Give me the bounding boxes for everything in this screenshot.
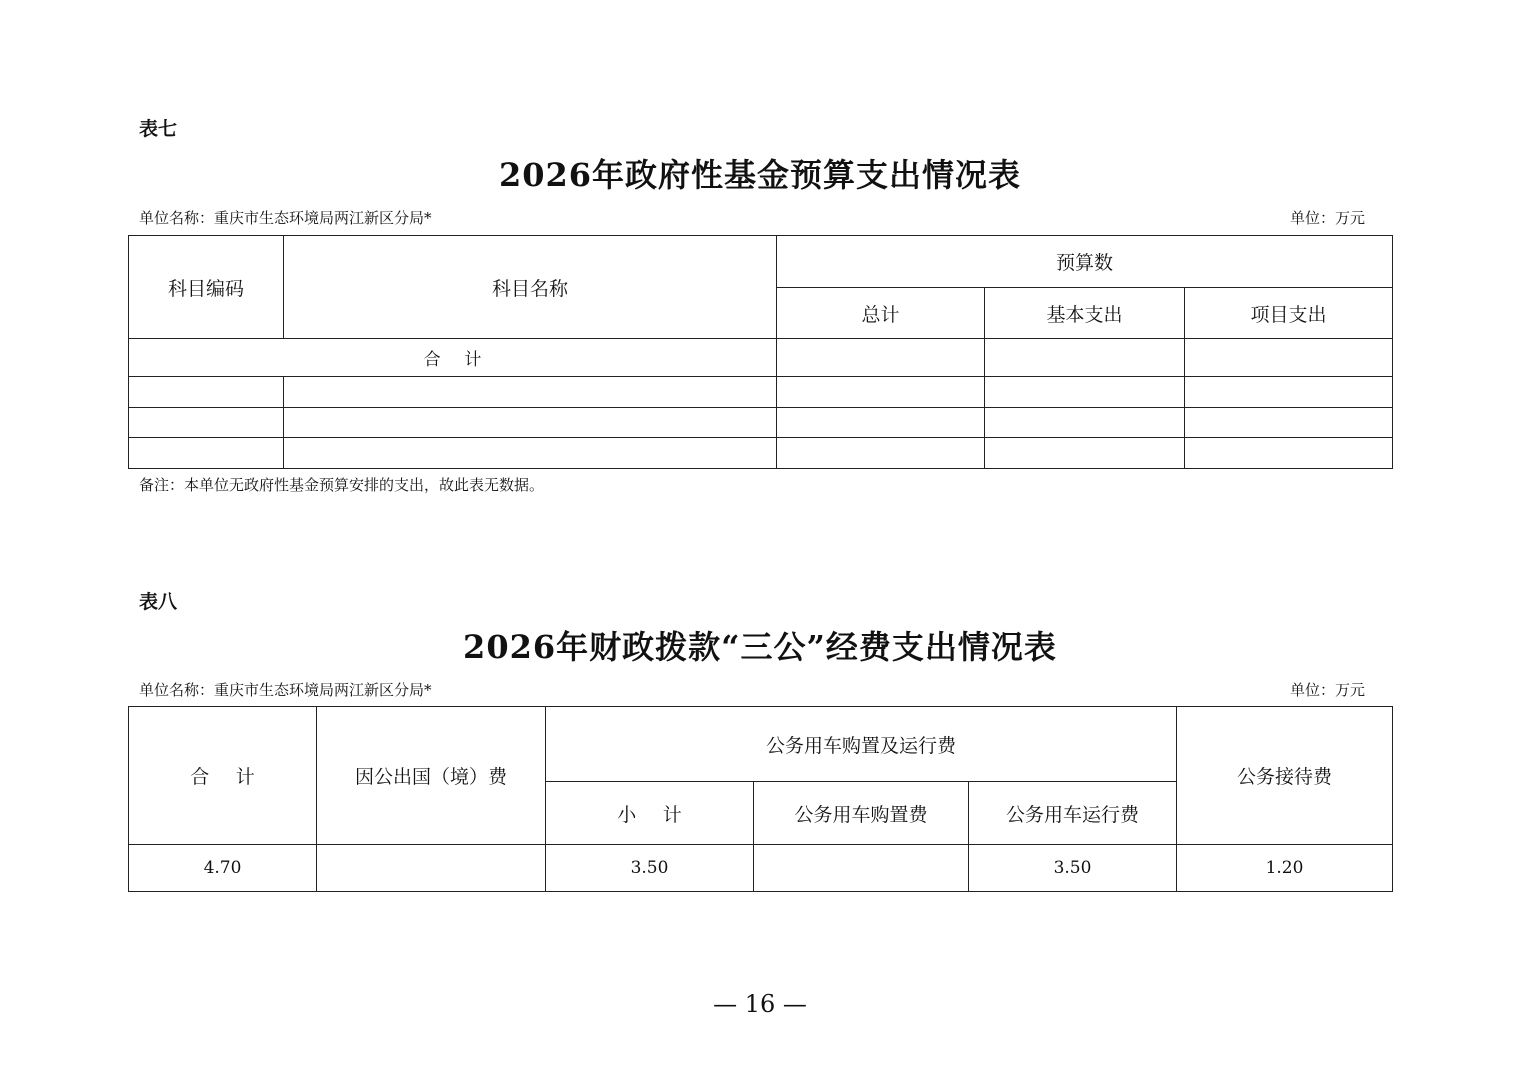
table7-header-budget: 预算数 [777, 236, 1393, 288]
table-row [129, 377, 1393, 408]
table8-header-reception: 公务接待费 [1177, 707, 1393, 845]
page-number: — 16 — [713, 990, 807, 1018]
table7-total-row-label [129, 339, 777, 377]
table7-cell [129, 438, 284, 469]
table8-unit-name: 单位名称：重庆市生态环境局两江新区分局* [139, 681, 432, 699]
table7-header-total: 总计 [777, 288, 985, 339]
table8-label: 表八 [139, 591, 178, 613]
table-row [129, 845, 1393, 892]
table8-header-operation: 公务用车运行费 [969, 782, 1177, 845]
table8-header-total [129, 707, 317, 845]
table8 [128, 706, 1393, 892]
table7-cell [129, 377, 284, 408]
table7-unit: 单位：万元 [1290, 209, 1366, 227]
table7-cell [1185, 377, 1393, 408]
table8-header-abroad: 因公出国（境）费 [317, 707, 546, 845]
table8-header-total-text: 合计 [190, 766, 282, 788]
table7-cell [777, 377, 985, 408]
table7-cell [985, 408, 1185, 438]
table7-total-label-text: 合计 [423, 350, 506, 370]
table8-value-total: 4.70 [129, 845, 317, 892]
table7-cell [284, 408, 777, 438]
table7-unit-name: 单位名称：重庆市生态环境局两江新区分局* [139, 209, 432, 227]
table7-total-cell [985, 339, 1185, 377]
table8-title: 2026年财政拨款“三公”经费支出情况表 [463, 628, 1057, 666]
table8-value-purchase [754, 845, 969, 892]
table7-cell [777, 438, 985, 469]
table7-title: 2026年政府性基金预算支出情况表 [498, 156, 1022, 194]
table8-unit: 单位：万元 [1290, 681, 1366, 699]
table8-header-vehicle: 公务用车购置及运行费 [546, 707, 1177, 782]
table7-cell [284, 438, 777, 469]
table7-label: 表七 [139, 118, 178, 140]
table7 [128, 235, 1393, 469]
table8-header-purchase: 公务用车购置费 [754, 782, 969, 845]
table7-cell [284, 377, 777, 408]
table7-header-basic: 基本支出 [985, 288, 1185, 339]
table7-cell [985, 377, 1185, 408]
table7-total-cell [777, 339, 985, 377]
table7-header-project: 项目支出 [1185, 288, 1393, 339]
table7-note: 备注：本单位无政府性基金预算安排的支出，故此表无数据。 [139, 476, 545, 494]
table8-value-reception: 1.20 [1177, 845, 1393, 892]
table8-header-subtotal-text: 小计 [617, 803, 709, 826]
table7-cell [985, 438, 1185, 469]
table8-header-subtotal [546, 782, 754, 845]
table8-value-operation: 3.50 [969, 845, 1177, 892]
table7-cell [1185, 438, 1393, 469]
table7-header-name: 科目名称 [284, 236, 777, 339]
table8-value-subtotal: 3.50 [546, 845, 754, 892]
table-row [129, 438, 1393, 469]
table7-header-code: 科目编码 [129, 236, 284, 339]
table7-cell [1185, 408, 1393, 438]
table7-cell [129, 408, 284, 438]
table-row [129, 408, 1393, 438]
table7-total-cell [1185, 339, 1393, 377]
table8-value-abroad [317, 845, 546, 892]
table7-cell [777, 408, 985, 438]
